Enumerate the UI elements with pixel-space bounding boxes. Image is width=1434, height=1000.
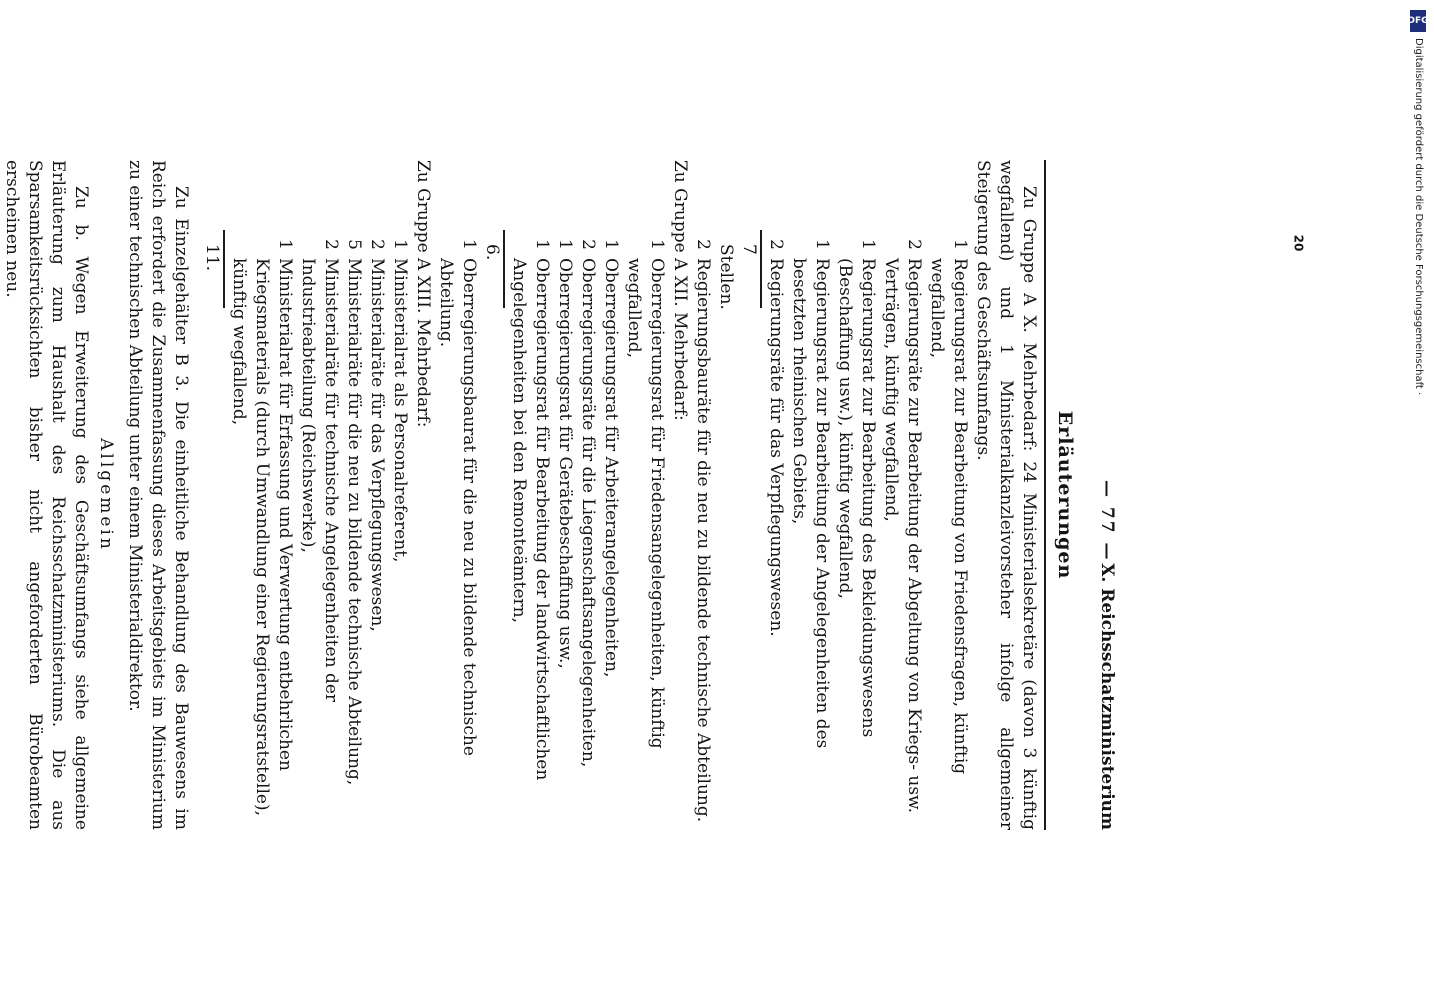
ax-sum-line [714, 230, 762, 308]
axiii-list-item-number: 1 [275, 239, 295, 250]
ax-sum-text: Stellen. [716, 244, 736, 310]
axiii-list-item-number: 5 [344, 239, 364, 250]
axiii-list-item-number: 1 [390, 239, 410, 250]
intro-paragraph: Zu Gruppe A X. Mehrbedarf: 24 Ministerialsekretäre (davon 3 künftig wegfallend) und 1 Ministerialkanzleivorsteher infolge allgemeiner Steigerung des Geschäftsumfangs. [973, 160, 1039, 830]
axii-sum-line [480, 230, 505, 308]
axii-list-item-number: 2 [578, 239, 598, 250]
axii-list-item-number: 1 [532, 239, 552, 250]
axii-extra-text: Oberregierungsbaurat für die neu zu bildende technische Abteilung. [436, 258, 479, 756]
page-number: — 77 — [1097, 480, 1117, 562]
axiii-sum-line [200, 230, 225, 308]
ax-list-item-text: Regierungsräte für das Verpflegungswesen. [766, 258, 786, 637]
axiii-list-item [296, 160, 342, 830]
axii-list-item-text: Oberregierungsrat für Gerätebeschaffung usw., [555, 258, 575, 669]
axiii-heading: Zu Gruppe A XIII. Mehrbedarf: [413, 160, 433, 428]
axii-list-item-number: 1 [601, 239, 621, 250]
axiii-list-item-text: Ministerialräte für die neu zu bildende technische Abteilung, [344, 258, 364, 786]
axii-list-item-number: 1 [555, 239, 575, 250]
ax-list-item [925, 160, 971, 830]
ax-list-item [764, 160, 787, 830]
axii-list-item-number: 1 [647, 239, 667, 250]
page-header [1094, 160, 1118, 830]
rotated-text-sheet [2, 160, 1118, 830]
axiii-list-item-number: 2 [367, 239, 387, 250]
running-head: X. Reichsschatzministerium [1097, 563, 1117, 830]
document-body [0, 160, 1040, 830]
axii-list-item [553, 160, 576, 830]
axiii-list-item [365, 160, 388, 830]
axii-list-item-text: Oberregierungsrat für Friedensangelegenheiten, künftig wegfallend, [624, 258, 667, 749]
dfg-logo-icon: DFG [1410, 10, 1426, 32]
axii-list-item [507, 160, 553, 830]
axiii-list-item [227, 160, 296, 830]
axii-list-item [576, 160, 599, 830]
ax-list-item-number: 1 [858, 239, 878, 250]
dfg-stamp [1407, 10, 1429, 396]
ax-list-item-text: Regierungsrat zur Bearbeitung von Friedensfragen, künftig wegfallend, [927, 258, 970, 775]
page-title: Erläuterungen [1054, 410, 1076, 580]
ax-list-item-text: Regierungsrat zur Bearbeitung des Bekleidungswesens (Beschaffung usw.), künftig wegfallend, [835, 258, 878, 738]
header-rule [1044, 160, 1046, 830]
axiii-list-item-text: Ministerialrat für Erfassung und Verwertung entbehrlichen Kriegsmaterials (durch Umwandlung einer Regierungsratstelle), künftig wegfallend, [229, 258, 295, 816]
axii-list-item-text: Oberregierungsrat für Bearbeitung der landwirtschaftlichen Angelegenheiten bei den Remonteämtern, [509, 258, 552, 781]
axii-list-item [599, 160, 622, 830]
axiii-list-item-text: Ministerialräte für technische Angelegenheiten der Industrieabteilung (Reichswerke), [298, 258, 341, 703]
ax-sum-number: 7 [739, 244, 759, 255]
axiii-list-item-number: 2 [321, 239, 341, 250]
ax-list-item-number: 2 [904, 239, 924, 250]
axiii-list-item [342, 160, 365, 830]
ax-list-item-number: 1 [950, 239, 970, 250]
axiii-list-item-text: Ministerialrat als Personalreferent, [390, 258, 410, 563]
ax-list-item [879, 160, 925, 830]
axiii-list-item [388, 160, 411, 830]
ax-list-item-text: Regierungsräte zur Bearbeitung der Abgeltung von Kriegs- usw. Verträgen, künftig wegfallend, [881, 258, 924, 813]
axii-list [507, 160, 668, 830]
axii-heading: Zu Gruppe A XII. Mehrbedarf: [670, 160, 690, 421]
ax-list-item-text: Regierungsrat zur Bearbeitung der Angelegenheiten des besetzten rheinischen Gebiets, [789, 258, 832, 749]
axii-list-item-text: Oberregierungsräte für die Liegenschaftsangelegenheiten, [578, 258, 598, 768]
axiii-sum-text: 11. [202, 244, 222, 272]
sheet-number: 20 [1291, 234, 1306, 252]
axiii-list-item-text: Ministerialräte für das Verpflegungswesen, [367, 258, 387, 632]
ax-list-item-number: 2 [766, 239, 786, 250]
ax-list-item-number: 1 [812, 239, 832, 250]
axii-list-item-text: Oberregierungsrat für Arbeiterangelegenheiten, [601, 258, 621, 678]
axii-list-item [622, 160, 668, 830]
ax-extra-text: Regierungsbauräte für die neu zu bildende technische Abteilung. [693, 258, 713, 823]
axii-extra-row [434, 160, 480, 830]
ax-list-item [787, 160, 833, 830]
axii-extra-number: 1 [459, 239, 479, 250]
zub-paragraph: Zu b. Wegen Erweiterung des Geschäftsumfangs siehe allgemeine Erläuterung zum Haushalt des Reichsschatzministeriums. Die aus Sparsamkeitsrücksichten bisher nicht angeforderten Bürobeamten erscheinen neu. [2, 160, 91, 830]
axii-sum-text: 6. [482, 244, 502, 261]
axiii-list [227, 160, 411, 830]
ax-extra-row [691, 160, 714, 830]
dfg-stamp-text: Digitalisierung gefördert durch die Deutsche Forschungsgemeinschaft · [1413, 38, 1424, 396]
allgemein-heading: Allgemein [96, 438, 116, 552]
spacer [192, 160, 200, 830]
ax-list-item [833, 160, 879, 830]
ax-list [764, 160, 971, 830]
ax-extra-number: 2 [693, 239, 713, 250]
b3-paragraph: Zu Einzelgehälter B 3. Die einheitliche Behandlung des Bauwesens im Reich erfordert die Zusammenfassung dieses Arbeitsgebiets im Ministerium zu einer technischen Abteilung unter einem Ministerialdirektor. [125, 160, 191, 830]
